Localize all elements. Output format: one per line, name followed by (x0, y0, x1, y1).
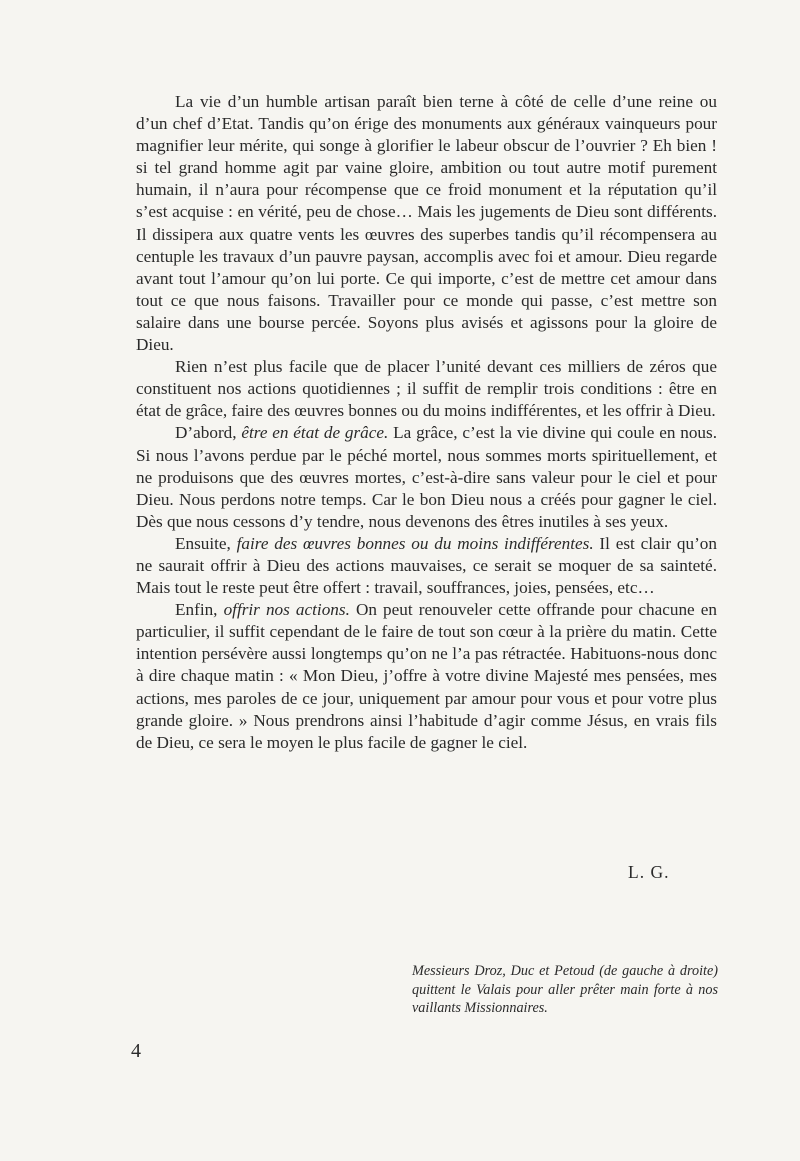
paragraph-5-lead: Enfin, (175, 600, 224, 620)
author-signature: L. G. (628, 862, 670, 882)
paragraph-4-text: Il est clair qu’on ne saurait offrir à Dieu des actions mauvaises, ce serait se moquer de sa sainteté. Mais tout le reste peut être offert : travail, souffrances, joies, pensées, etc… (136, 533, 717, 598)
paragraph-3-emphasis: être en état de grâce. (241, 423, 389, 443)
paragraph-4-emphasis: faire des œuvres bonnes ou du moins indifférentes. (236, 533, 594, 553)
paragraph-1 (136, 91, 717, 356)
paragraph-1-text: La vie d’un humble artisan paraît bien terne à côté de celle d’une reine ou d’un chef d’Etat. Tandis qu’on érige des monuments aux généraux vainqueurs pour magnifier leur mérite, qui songe à glorifier le labeur obscur de l’ouvrier ? Eh bien ! si tel grand homme agit par vaine gloire, ambition ou tout autre motif purement humain, il n’aura pour récompense que ce froid monument et la réputation qu’il s’est acquise : en vérité, peu de chose… Mais les jugements de Dieu sont différents. Il dissipera aux quatre vents les œuvres des superbes tandis qu’il récompensera au centuple les travaux d’un pauvre paysan, accomplis avec foi et amour. Dieu regarde avant tout l’amour qu’on lui porte. Ce qui importe, c’est de mettre cet amour dans tout ce que nous faisons. Travailler pour ce monde qui passe, c’est mettre son salaire dans une bourse percée. Soyons plus avisés et agissons pour la gloire de Dieu. (136, 92, 717, 355)
paragraph-3 (136, 422, 717, 532)
page-number: 4 (131, 1040, 141, 1062)
article-body (136, 91, 717, 754)
paragraph-4-lead: Ensuite, (175, 533, 237, 553)
paragraph-5-emphasis: offrir nos actions. (223, 600, 350, 620)
paragraph-2-text: Rien n’est plus facile que de placer l’unité devant ces milliers de zéros que constituent nos actions quotidiennes ; il suffit de remplir trois conditions : être en état de grâce, faire des œuvres bonnes ou du moins indifférentes, et les offrir à Dieu. (136, 357, 717, 421)
paragraph-4 (136, 533, 717, 599)
paragraph-2 (136, 356, 717, 422)
paragraph-3-lead: D’abord, (175, 423, 242, 443)
paragraph-5 (136, 599, 717, 754)
paragraph-5-text: On peut renouveler cette offrande pour chacune en particulier, il suffit cependant de le faire de tout son cœur à la prière du matin. Cette intention persévère aussi longtemps qu’on ne l’a pas rétractée. Habituons-nous donc à dire chaque matin : « Mon Dieu, j’offre à votre divine Majesté mes pensées, mes actions, mes paroles de ce jour, uniquement par amour pour vous et pour votre plus grande gloire. » Nous prendrons ainsi l’habitude d’agir comme Jésus, en vrais fils de Dieu, ce sera le moyen le plus facile de gagner le ciel. (136, 600, 717, 752)
paragraph-3-text: La grâce, c’est la vie divine qui coule en nous. Si nous l’avons perdue par le péché mortel, nous sommes morts spirituellement, et ne produisons que des œuvres mortes, c’est-à-dire sans valeur pour le ciel et pour Dieu. Nous perdons notre temps. Car le bon Dieu nous a créés pour gagner le ciel. Dès que nous cessons d’y tendre, nous devenons des êtres inutiles à ses yeux. (136, 423, 717, 531)
photo-caption: Messieurs Droz, Duc et Petoud (de gauche à droite) quittent le Valais pour aller prêter main forte à nos vaillants Missionnaires. (412, 963, 718, 1017)
